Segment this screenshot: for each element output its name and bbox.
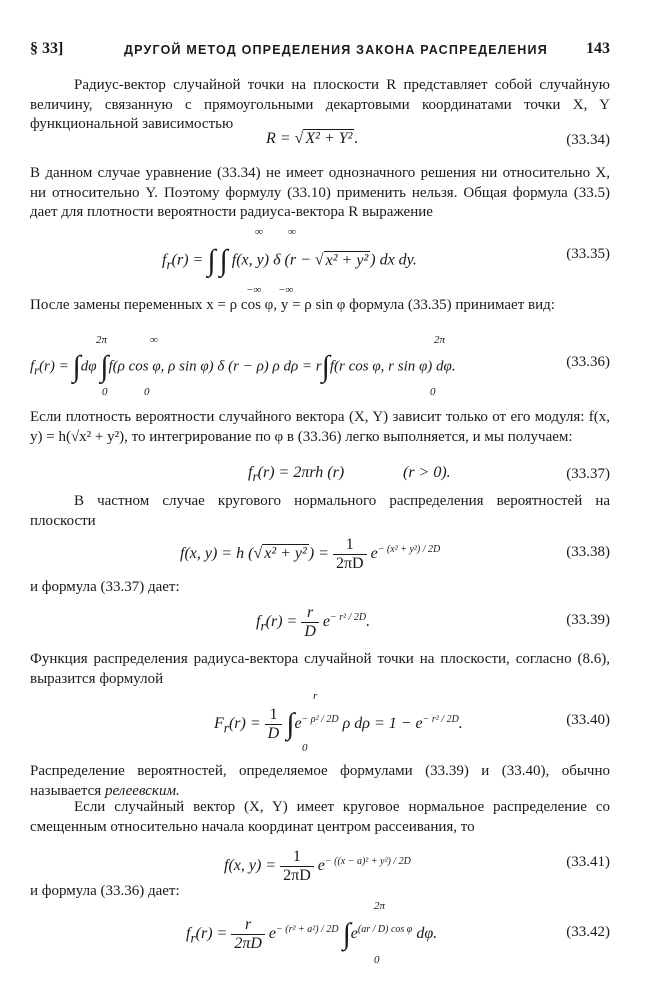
term-rayleigh: релеевским. xyxy=(104,782,180,799)
equation-number: (33.41) xyxy=(566,854,610,870)
equation-33-40: $F_r(r)$ = $\frac{1}{D}$ $\int e^{- \rho^2 / 2D}$ ρ $d\rho = 1 - e^{- r^2 / 2D}$. r 0 (33.40) xyxy=(214,690,610,754)
page-number: 143 xyxy=(586,40,610,57)
section-number: § 33] xyxy=(30,40,64,57)
paragraph-2: В данном случае уравнение (33.34) не имеет однозначного решения ни относительно X, ни относительно Y. Поэтому формулу (33.10) применить нельзя. Общая формула (33.5) дает для плотности вероятности радиуса-вектора R выражение xyxy=(30,165,610,220)
equation-number: (33.36) xyxy=(566,354,610,370)
equation-number: (33.42) xyxy=(566,924,610,940)
paragraph-3: После замены переменных x = ρ cos φ, y = ρ sin φ формула (33.35) принимает вид: xyxy=(30,297,555,313)
equation-33-38: f(x, y) = h (√ x² + y² ) = $\frac{1}{2\pi D}$ $e^{- (x^2 + y^2) / 2D}$ (33.38) xyxy=(180,536,610,572)
equation-number: (33.39) xyxy=(566,612,610,628)
equation-33-35: $f_r(r)$ = ∫ ∫ f(x, y) δ (r − √ x² + y² ) dx dy. ∞ −∞ ∞ −∞ (33.35) xyxy=(162,226,610,296)
equation-number: (33.34) xyxy=(566,132,610,148)
paragraph-9: Если случайный вектор (X, Y) имеет круговое нормальное распределение со смещенным относительно начала координат центром рассеивания, то xyxy=(30,799,610,835)
equation-number: (33.35) xyxy=(566,246,610,262)
equation-33-39: $f_r(r)$ = $\frac{r}{D}$ $e^{- r^2 / 2D}$. (33.39) xyxy=(256,604,610,640)
paragraph-1: Радиус-вектор случайной точки на плоскости R представляет собой случайную величину, связанную с прямоугольными декартовыми координатами точки X, Y функциональной зависимостью xyxy=(30,77,610,132)
equation-number: (33.38) xyxy=(566,544,610,560)
equation-number: (33.40) xyxy=(566,712,610,728)
equation-33-34: R = √ X² + Y² . (33.34) xyxy=(266,130,610,148)
equation-33-36: $f_r(r) = \int d\varphi$ ∫f(ρ cos φ, ρ sin φ) δ (r − ρ) ρ dρ = r∫f(r cos φ, r sin φ) dφ. 2π 0 ∞ 0 2π 0 (33.36) xyxy=(30,334,610,398)
equation-33-41: f(x, y) = $\frac{1}{2\pi D}$ $e^{- ((x - a)^2 + y^2) / 2D}$ (33.41) xyxy=(224,848,610,884)
equation-number: (33.37) xyxy=(566,466,610,482)
paragraph-6: и формула (33.37) дает: xyxy=(30,579,180,595)
running-header xyxy=(30,40,610,64)
paragraph-10: и формула (33.36) дает: xyxy=(30,883,180,899)
running-title: ДРУГОЙ МЕТОД ОПРЕДЕЛЕНИЯ ЗАКОНА РАСПРЕДЕЛЕНИЯ xyxy=(124,43,548,57)
equation-33-42: $f_r(r)$ = $\frac{r}{2\pi D}$ $e^{- (r^2 + a^2) / 2D}$ $\int e^{(ar / D) cos \varphi}$ dφ. 2π 0 (33.42) xyxy=(186,900,610,966)
paragraph-5: В частном случае кругового нормального распределения вероятностей на плоскости xyxy=(30,493,610,529)
equation-33-37: $f_r(r) = 2\pi rh$ (r) (r > 0). (33.37) xyxy=(248,464,610,485)
paragraph-4: Если плотность вероятности случайного вектора (X, Y) зависит только от его модуля: f(x, y) = h(√x² + y²), то интегрирование по φ в (33.36) легко выполняется, и мы получаем: xyxy=(30,409,610,445)
paragraph-7: Функция распределения радиуса-вектора случайной точки на плоскости, согласно (8.6), выразится формулой xyxy=(30,651,610,687)
paragraph-8: Распределение вероятностей, определяемое формулами (33.39) и (33.40), обычно называется релеевским. xyxy=(30,763,610,799)
